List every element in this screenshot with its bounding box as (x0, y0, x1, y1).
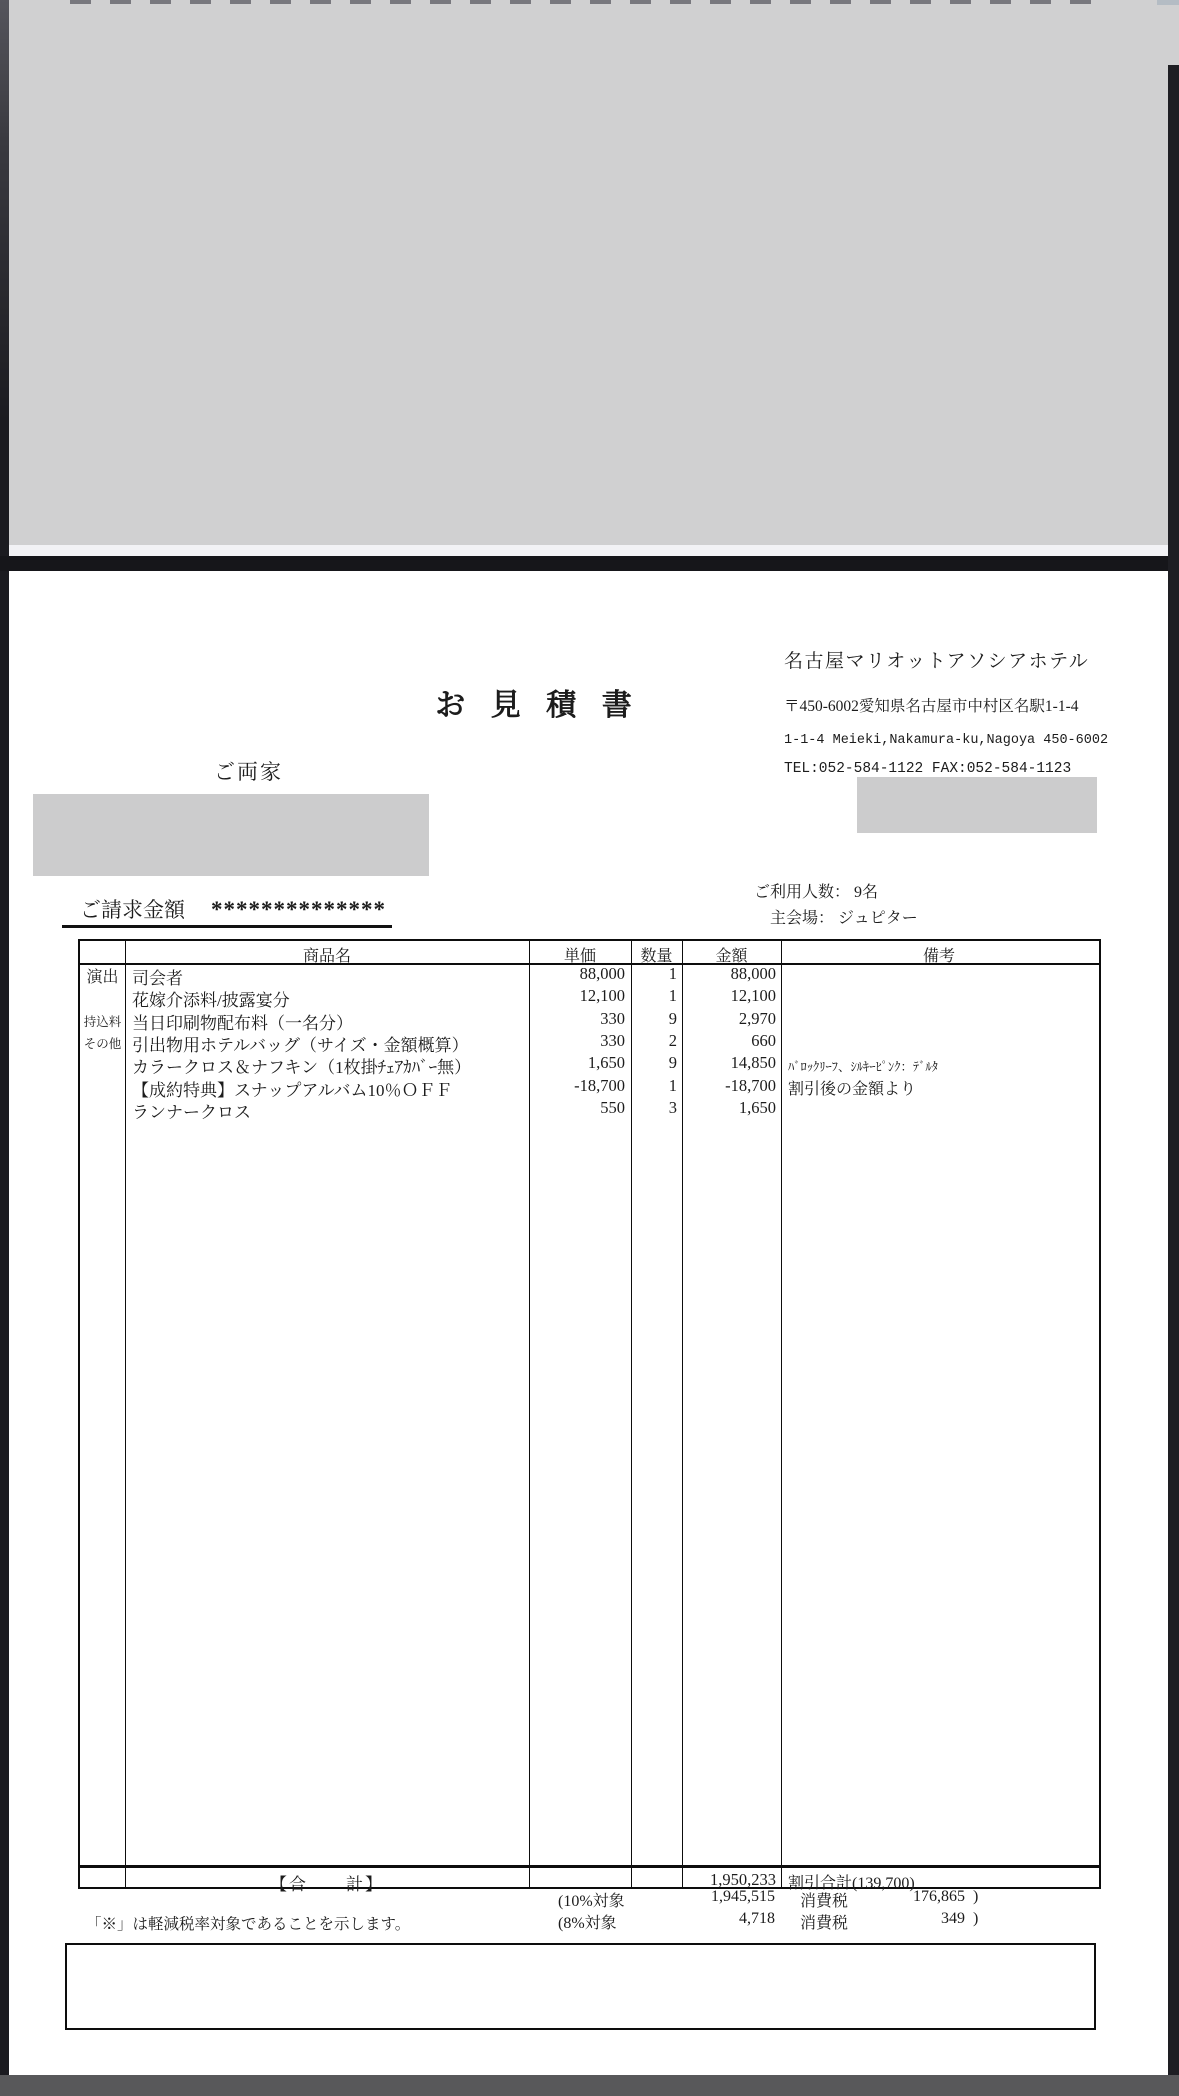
row-amount: 88,000 (730, 964, 776, 983)
billing-amount-line (80, 894, 386, 924)
tax-amount: 349 (941, 1910, 965, 1927)
billing-amount-label: ご請求金額 (80, 898, 185, 922)
row-item: 引出物用ホテルバッグ（サイズ・金額概算） (132, 1036, 469, 1055)
main-venue (770, 905, 918, 928)
row-qty: 1 (668, 964, 677, 983)
viewer-left-edge (0, 0, 9, 2075)
row-item: 当日印刷物配布料（一名分） (132, 1014, 353, 1033)
table-row (80, 1097, 1099, 1122)
row-item: 司会者 (132, 969, 183, 988)
row-unit-price: 12,100 (579, 986, 625, 1005)
row-category: その他 (83, 1037, 122, 1051)
row-item: 【成約特典】スナップアルバム10％ＯＦＦ (132, 1081, 453, 1100)
col-header-unit-price: 単価 (563, 948, 596, 965)
hotel-address-en: 1-1-4 Meieki,Nakamura-ku,Nagoya 450-6002 (784, 733, 1109, 748)
tax-base-label: (10%対象 (558, 1893, 625, 1910)
row-unit-price: 1,650 (587, 1053, 625, 1072)
row-remarks: ﾊﾞﾛｯｸﾘｰﾌ、ｼﾙｷｰﾋﾟﾝｸ：ﾃﾞﾙﾀ (788, 1060, 939, 1074)
row-item: カラークロス＆ナフキン（1枚掛ﾁｪｱｶﾊﾞｰ無） (132, 1058, 472, 1077)
row-qty: 1 (668, 986, 677, 1005)
table-row (80, 1075, 1099, 1100)
recipient-name: ご両家 (214, 760, 283, 784)
hotel-tel-fax: TEL:052-584-1122 FAX:052-584-1123 (784, 761, 1072, 777)
redaction-box-contact (857, 777, 1097, 833)
notes-box (65, 1943, 1096, 2030)
row-category: 持込料 (83, 1015, 122, 1029)
total-label: 【合 計】 (270, 1875, 384, 1894)
billing-amount-masked: ************** (211, 897, 386, 922)
tax-base-amount: 4,718 (739, 1910, 775, 1927)
row-unit-price: 88,000 (579, 964, 625, 983)
row-amount: 660 (751, 1031, 776, 1050)
col-header-qty: 数量 (640, 948, 673, 965)
hotel-address-jp: 〒450-6002愛知県名古屋市中村区名駅1-1-4 (784, 698, 1079, 715)
page1-bottom-edge (9, 545, 1170, 556)
row-qty: 9 (668, 1053, 677, 1072)
guest-count (754, 879, 878, 902)
row-qty: 2 (668, 1031, 677, 1050)
row-qty: 9 (668, 1009, 677, 1028)
cropped-content-remnant (70, 0, 1100, 4)
billing-underline (62, 925, 392, 928)
items-table (78, 939, 1101, 1894)
table-row (80, 985, 1099, 1010)
total-divider (80, 1865, 1099, 1868)
viewer-right-edge (1168, 65, 1179, 2075)
row-category: 演出 (86, 969, 119, 986)
guest-count-label: ご利用人数： (754, 884, 851, 901)
col-header-item: 商品名 (302, 948, 351, 965)
tax-close-paren: ) (973, 1888, 979, 1905)
table-row (80, 963, 1099, 988)
redaction-box-top (9, 0, 1179, 545)
row-remarks: 割引後の金額より (788, 1081, 917, 1098)
redaction-box-recipient (33, 794, 429, 876)
page-separator (0, 556, 1179, 571)
tax-label: 消費税 (800, 1915, 849, 1932)
row-amount: 14,850 (730, 1053, 776, 1072)
main-venue-value: ジュピター (838, 910, 918, 927)
row-amount: -18,700 (725, 1076, 776, 1095)
viewer-bottom-bar (0, 2075, 1179, 2096)
viewer-top-corner (1157, 0, 1179, 5)
row-unit-price: 550 (600, 1098, 625, 1117)
hotel-name: 名古屋マリオットアソシアホテル (784, 651, 1090, 672)
col-header-amount: 金額 (715, 948, 748, 965)
guest-count-value: 9名 (854, 884, 879, 901)
tax-base-label: (8%対象 (558, 1915, 617, 1932)
tax-base-amount: 1,945,515 (711, 1888, 775, 1905)
row-amount: 2,970 (738, 1009, 776, 1028)
document-title: お 見 積 書 (435, 689, 641, 722)
total-row (80, 1869, 1099, 1894)
row-item: ランナークロス (132, 1103, 251, 1122)
row-unit-price: 330 (600, 1031, 625, 1050)
col-header-remarks: 備考 (922, 948, 955, 965)
table-row (80, 1008, 1099, 1033)
table-row (80, 1030, 1099, 1055)
tax-amount: 176,865 (913, 1888, 965, 1905)
row-qty: 1 (668, 1076, 677, 1095)
reduced-tax-note: 「※」は軽減税率対象であることを示します。 (86, 1916, 411, 1933)
table-row (80, 1052, 1099, 1077)
row-unit-price: -18,700 (574, 1076, 625, 1095)
row-qty: 3 (668, 1098, 677, 1117)
tax-close-paren: ) (973, 1910, 979, 1927)
main-venue-label: 主会場： (770, 910, 835, 927)
total-remarks: 割引合計(139,700) (788, 1875, 915, 1892)
total-amount: 1,950,233 (710, 1870, 776, 1889)
row-unit-price: 330 (600, 1009, 625, 1028)
row-amount: 1,650 (738, 1098, 776, 1117)
tax-label: 消費税 (800, 1893, 849, 1910)
row-amount: 12,100 (730, 986, 776, 1005)
row-item: 花嫁介添料/披露宴分 (132, 991, 290, 1010)
